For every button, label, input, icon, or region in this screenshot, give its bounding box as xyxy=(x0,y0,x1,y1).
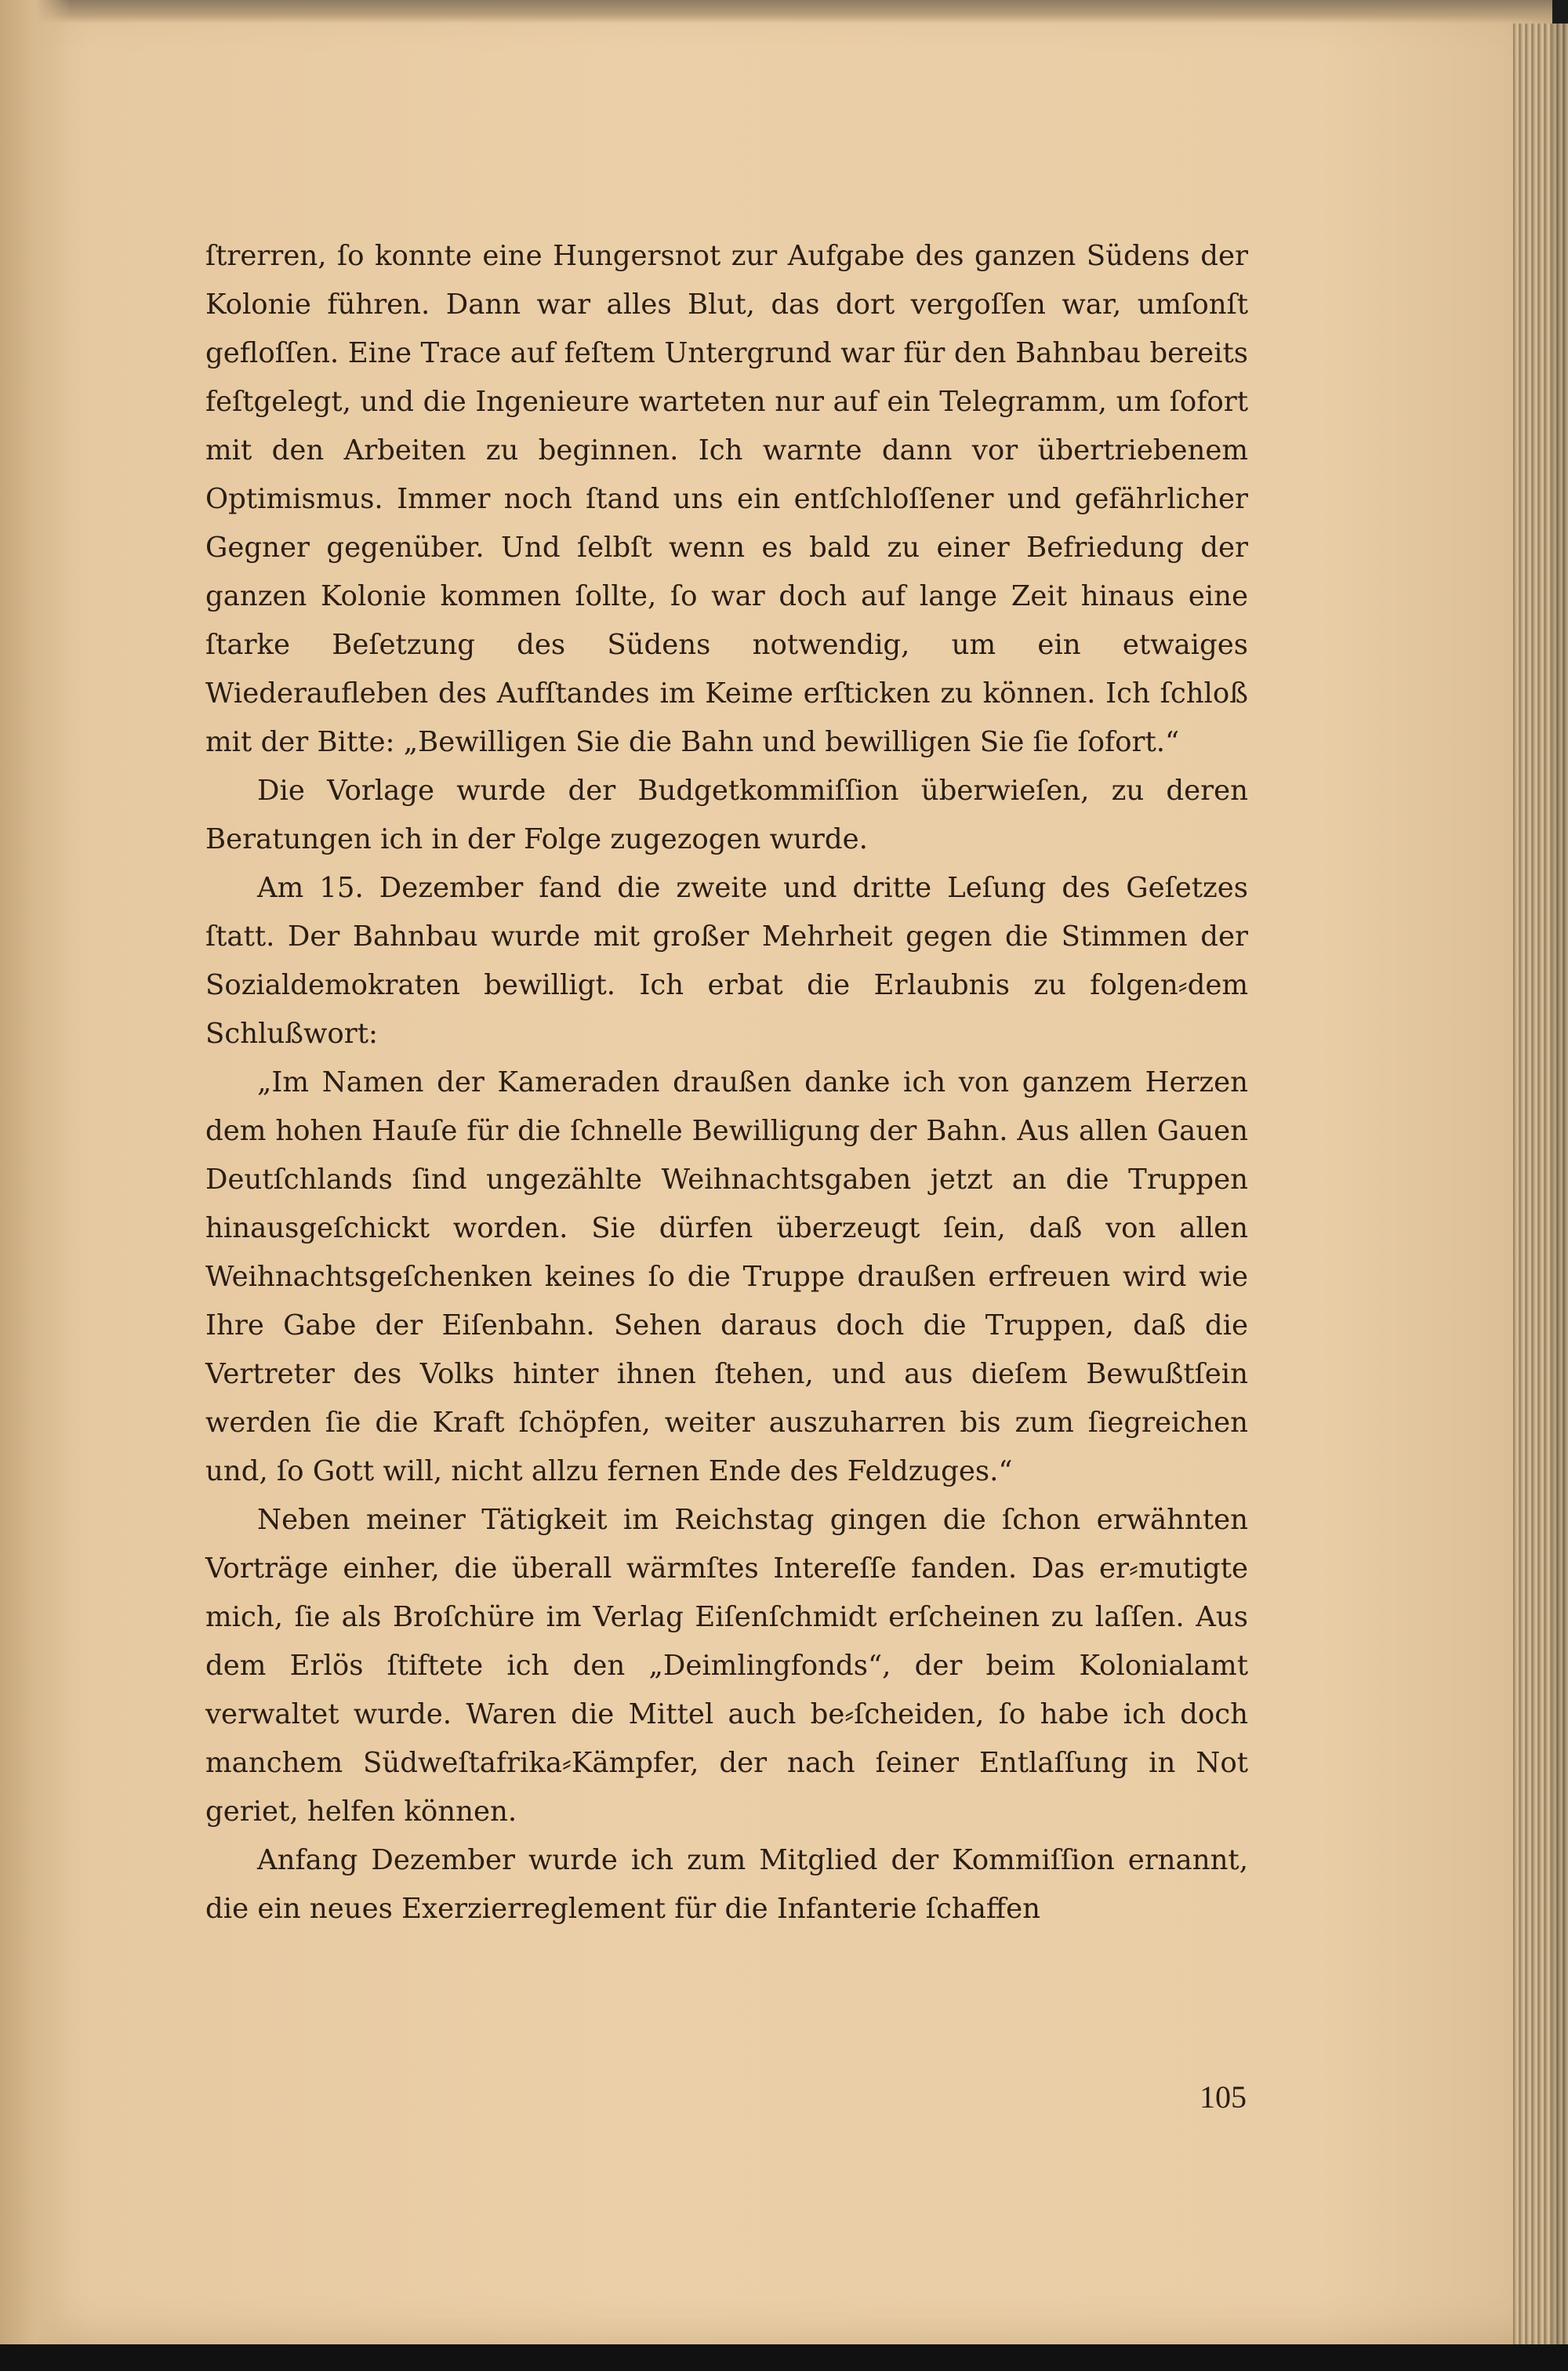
body-text xyxy=(205,232,1248,1933)
book-gutter xyxy=(0,0,71,2344)
paragraph-1: ſtrerren, ſo konnte eine Hungersnot zur Aufgabe des ganzen Südens der Kolonie führen. Dann war alles Blut, das dort vergoſſen war, umſonſt gefloſſen. Eine Trace auf feſtem Untergrund war für den Bahnbau bereits feſtgelegt, und die Ingenieure warteten nur auf ein Telegramm, um ſofort mit den Arbeiten zu beginnen. Ich warnte dann vor übertriebenem Optimismus. Immer noch ſtand uns ein entſchloſſener und gefährlicher Gegner gegenüber. Und ſelbſt wenn es bald zu einer Befriedung der ganzen Kolonie kommen ſollte, ſo war doch auf lange Zeit hinaus eine ſtarke Beſetzung des Südens notwendig, um ein etwaiges Wiederaufleben des Aufſtandes im Keime erſticken zu können. Ich ſchloß mit der Bitte: „Bewilligen Sie die Bahn und bewilligen Sie ſie ſofort.“ xyxy=(205,240,1248,758)
paragraph-3: Am 15. Dezember fand die zweite und dritte Leſung des Geſetzes ſtatt. Der Bahnbau wurde mit großer Mehrheit gegen die Stimmen der Sozialdemokraten bewilligt. Ich erbat die Erlaubnis zu folgen⸗dem Schlußwort: xyxy=(205,872,1248,1050)
paragraph-5: Neben meiner Tätigkeit im Reichstag gingen die ſchon erwähnten Vorträge einher, die überall wärmſtes Intereſſe fanden. Das er⸗mutigte mich, ſie als Broſchüre im Verlag Eiſenſchmidt erſcheinen zu laſſen. Aus dem Erlös ſtiftete ich den „Deimlingfonds“, der beim Kolonialamt verwaltet wurde. Waren die Mittel auch be⸗ſcheiden, ſo habe ich doch manchem Südweſtafrika⸗Kämpfer, der nach ſeiner Entlaſſung in Not geriet, helfen können. xyxy=(205,1504,1248,1828)
paragraph-4-quote: „Im Namen der Kameraden draußen danke ich von ganzem Herzen dem hohen Hauſe für die ſchnelle Bewilligung der Bahn. Aus allen Gauen Deutſchlands ſind ungezählte Weihnachtsgaben jetzt an die Truppen hinausgeſchickt worden. Sie dürfen überzeugt ſein, daß von allen Weihnachtsgeſchenken keines ſo die Truppe draußen erfreuen wird wie Ihre Gabe der Eiſenbahn. Sehen daraus doch die Truppen, daß die Vertreter des Volks hinter ihnen ſtehen, und aus dieſem Bewußtſein werden ſie die Kraft ſchöpfen, weiter auszuharren bis zum ſiegreichen und, ſo Gott will, nicht allzu fernen Ende des Feldzuges.“ xyxy=(205,1066,1248,1487)
page-top-edge xyxy=(0,0,1552,24)
page-number: 105 xyxy=(1200,2079,1247,2115)
paragraph-2: Die Vorlage wurde der Budgetkommiſſion überwieſen, zu deren Beratungen ich in der Folge zugezogen wurde. xyxy=(205,775,1248,855)
paragraph-6: Anfang Dezember wurde ich zum Mitglied der Kommiſſion ernannt, die ein neues Exerzierreglement für die Infanterie ſchaffen xyxy=(205,1844,1248,1925)
stacked-page-edges xyxy=(1513,24,1568,2344)
scan-background xyxy=(0,2344,1568,2371)
